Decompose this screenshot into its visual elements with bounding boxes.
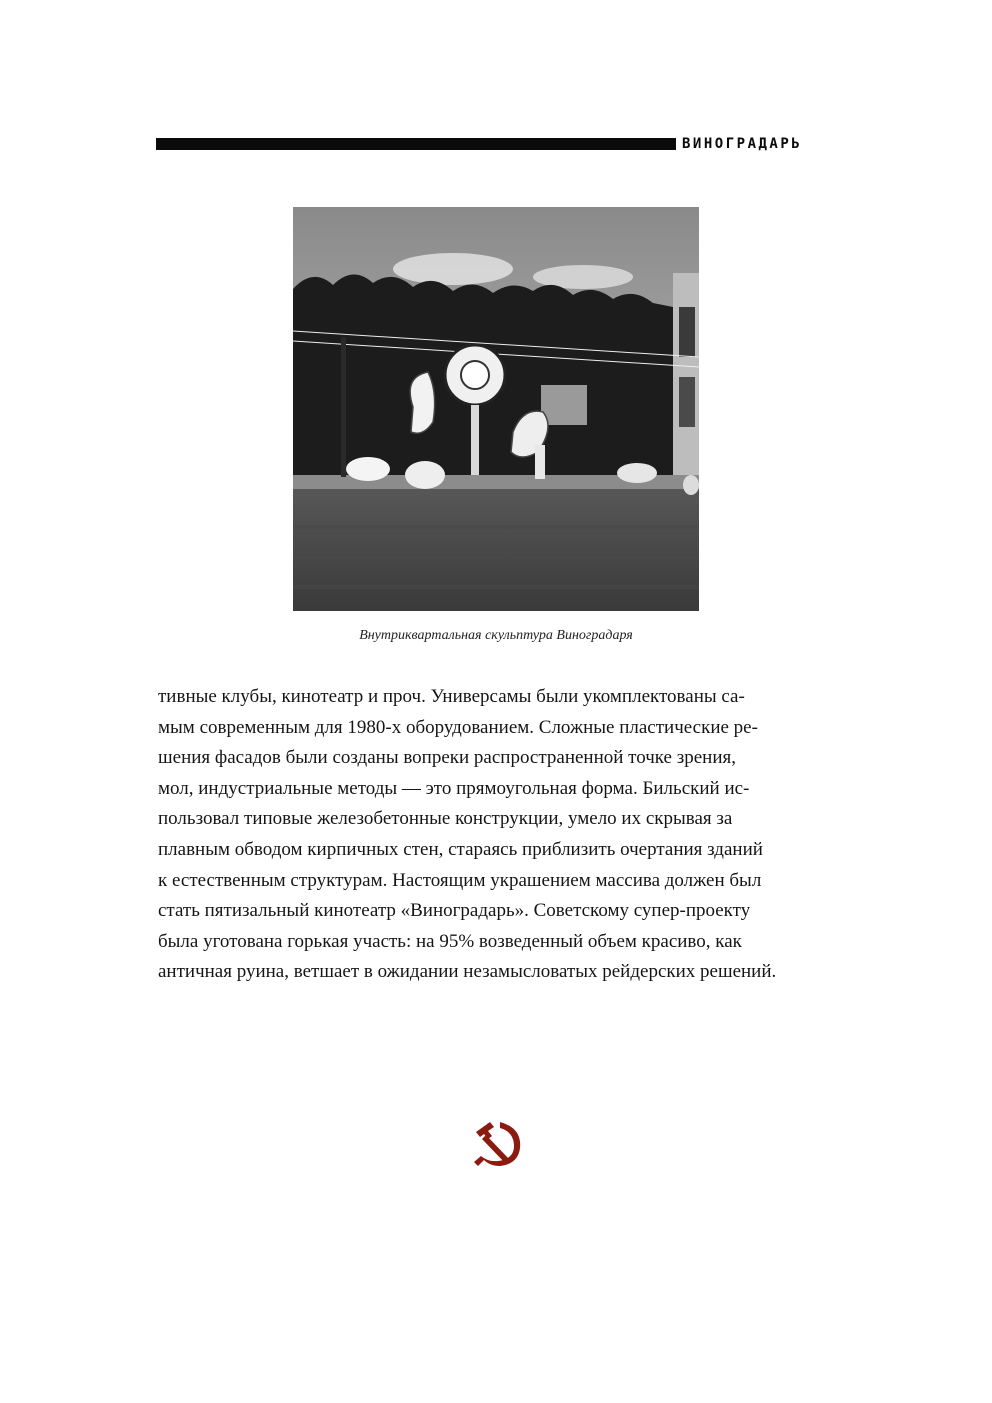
body-paragraph xyxy=(158,682,836,988)
running-header-title: ВИНОГРАДАРЬ xyxy=(682,136,803,152)
text-line: плавным обводом кирпичных стен, стараясь приблизить очертания зданий xyxy=(158,838,763,860)
text-line: античная руина, ветшает в ожидании незамысловатых рейдерских решений. xyxy=(158,961,777,983)
text-line: тивные клубы, кинотеатр и проч. Универсамы были укомплектованы са- xyxy=(158,686,745,707)
text-line: к естественным структурам. Настоящим украшением массива должен был xyxy=(158,869,762,891)
text-line: была уготована горькая участь: на 95% возведенный объем красиво, как xyxy=(158,930,742,952)
text-line: мым современным для 1980-х оборудованием. Сложные пластические ре- xyxy=(158,716,758,738)
header-rule xyxy=(156,138,676,150)
sculpture-photo xyxy=(293,207,699,611)
text-line: стать пятизальный кинотеатр «Виноградарь». Советскому супер-проекту xyxy=(158,900,751,922)
text-line: мол, индустриальные методы — это прямоугольная форма. Бильский ис- xyxy=(158,777,750,799)
text-line: шения фасадов были созданы вопреки распространенной точке зрения, xyxy=(158,747,737,769)
photo-caption: Внутриквартальная скульптура Виноградаря xyxy=(359,628,633,643)
text-line: пользовал типовые железобетонные конструкции, умело их скрывая за xyxy=(158,808,733,830)
hammer-and-sickle-icon xyxy=(470,1118,526,1170)
